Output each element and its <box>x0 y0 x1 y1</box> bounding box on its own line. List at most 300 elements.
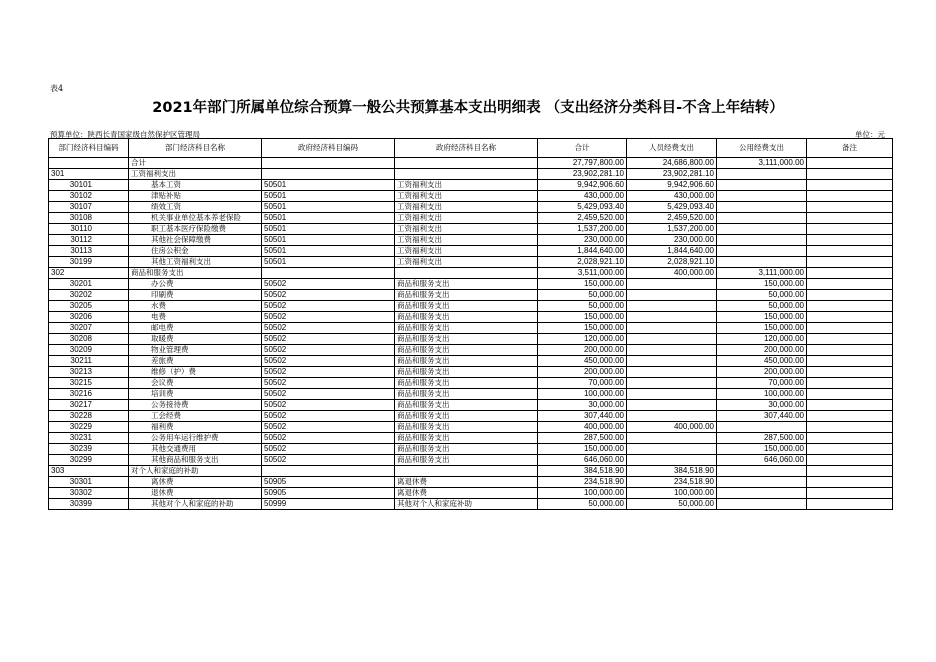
table-row <box>49 367 893 378</box>
cell-gov-code: 50905 <box>262 488 395 499</box>
cell-total: 100,000.00 <box>538 389 627 400</box>
cell-dept-code <box>49 158 129 169</box>
cell-gov-code: 50501 <box>262 191 395 202</box>
cell-dept-name: 其他工资福利支出 <box>129 257 262 268</box>
cell-remarks <box>807 499 893 510</box>
table-header-row <box>49 139 893 158</box>
header-remarks: 备注 <box>807 139 893 158</box>
cell-personnel <box>627 411 717 422</box>
table-row <box>49 169 893 180</box>
cell-gov-code: 50502 <box>262 411 395 422</box>
cell-personnel <box>627 400 717 411</box>
cell-public: 200,000.00 <box>717 345 807 356</box>
cell-dept-name: 津贴补贴 <box>129 191 262 202</box>
cell-dept-name: 其他交通费用 <box>129 444 262 455</box>
cell-personnel <box>627 312 717 323</box>
header-dept-name: 部门经济科目名称 <box>129 139 262 158</box>
cell-personnel: 234,518.90 <box>627 477 717 488</box>
cell-personnel: 400,000.00 <box>627 268 717 279</box>
cell-total: 307,440.00 <box>538 411 627 422</box>
table-row <box>49 158 893 169</box>
cell-total: 3,511,000.00 <box>538 268 627 279</box>
cell-dept-code: 30202 <box>49 290 129 301</box>
cell-public: 150,000.00 <box>717 323 807 334</box>
cell-remarks <box>807 257 893 268</box>
cell-total: 150,000.00 <box>538 312 627 323</box>
cell-dept-name: 工会经费 <box>129 411 262 422</box>
cell-gov-code: 50502 <box>262 301 395 312</box>
cell-dept-code: 30239 <box>49 444 129 455</box>
cell-dept-code: 30110 <box>49 224 129 235</box>
cell-dept-name: 福利费 <box>129 422 262 433</box>
cell-gov-code: 50502 <box>262 444 395 455</box>
cell-gov-code: 50502 <box>262 389 395 400</box>
cell-gov-name: 商品和服务支出 <box>395 455 538 466</box>
cell-gov-code: 50501 <box>262 213 395 224</box>
expenditure-table <box>48 138 893 510</box>
cell-remarks <box>807 279 893 290</box>
cell-gov-name: 离退休费 <box>395 477 538 488</box>
table-row <box>49 389 893 400</box>
cell-total: 100,000.00 <box>538 488 627 499</box>
cell-dept-code: 30215 <box>49 378 129 389</box>
cell-dept-code: 30206 <box>49 312 129 323</box>
cell-dept-name: 合计 <box>129 158 262 169</box>
cell-gov-code: 50501 <box>262 257 395 268</box>
cell-public: 287,500.00 <box>717 433 807 444</box>
cell-total: 23,902,281.10 <box>538 169 627 180</box>
table-row <box>49 202 893 213</box>
cell-gov-code: 50502 <box>262 378 395 389</box>
cell-personnel: 9,942,906.60 <box>627 180 717 191</box>
cell-gov-name: 商品和服务支出 <box>395 323 538 334</box>
cell-public <box>717 499 807 510</box>
cell-total: 430,000.00 <box>538 191 627 202</box>
table-row <box>49 488 893 499</box>
cell-remarks <box>807 444 893 455</box>
cell-total: 150,000.00 <box>538 279 627 290</box>
table-row <box>49 400 893 411</box>
header-gov-code: 政府经济科目编码 <box>262 139 395 158</box>
cell-dept-name: 商品和服务支出 <box>129 268 262 279</box>
cell-public: 450,000.00 <box>717 356 807 367</box>
cell-public: 150,000.00 <box>717 279 807 290</box>
cell-dept-code: 30112 <box>49 235 129 246</box>
cell-gov-name: 其他对个人和家庭补助 <box>395 499 538 510</box>
cell-remarks <box>807 246 893 257</box>
cell-gov-code <box>262 169 395 180</box>
cell-gov-name: 商品和服务支出 <box>395 279 538 290</box>
cell-remarks <box>807 400 893 411</box>
cell-dept-name: 会议费 <box>129 378 262 389</box>
cell-dept-code: 30229 <box>49 422 129 433</box>
cell-remarks <box>807 202 893 213</box>
cell-personnel <box>627 301 717 312</box>
cell-personnel <box>627 367 717 378</box>
table-row <box>49 290 893 301</box>
cell-gov-name: 商品和服务支出 <box>395 389 538 400</box>
cell-personnel: 50,000.00 <box>627 499 717 510</box>
cell-gov-code: 50501 <box>262 246 395 257</box>
cell-personnel <box>627 356 717 367</box>
cell-gov-code <box>262 466 395 477</box>
table-row <box>49 257 893 268</box>
cell-dept-code: 30299 <box>49 455 129 466</box>
cell-remarks <box>807 367 893 378</box>
cell-dept-name: 住房公积金 <box>129 246 262 257</box>
cell-dept-code: 30213 <box>49 367 129 378</box>
cell-personnel: 384,518.90 <box>627 466 717 477</box>
table-row <box>49 224 893 235</box>
cell-personnel: 1,537,200.00 <box>627 224 717 235</box>
header-personnel: 人员经费支出 <box>627 139 717 158</box>
cell-gov-code: 50501 <box>262 202 395 213</box>
cell-dept-name: 差旅费 <box>129 356 262 367</box>
cell-gov-name: 工资福利支出 <box>395 213 538 224</box>
cell-personnel <box>627 334 717 345</box>
cell-total: 27,797,800.00 <box>538 158 627 169</box>
cell-personnel <box>627 378 717 389</box>
cell-dept-code: 30107 <box>49 202 129 213</box>
cell-public: 646,060.00 <box>717 455 807 466</box>
cell-public <box>717 180 807 191</box>
cell-remarks <box>807 411 893 422</box>
cell-dept-code: 301 <box>49 169 129 180</box>
cell-dept-code: 30216 <box>49 389 129 400</box>
cell-dept-name: 邮电费 <box>129 323 262 334</box>
cell-dept-name: 退休费 <box>129 488 262 499</box>
cell-dept-name: 工资福利支出 <box>129 169 262 180</box>
cell-dept-code: 30199 <box>49 257 129 268</box>
cell-dept-code: 30399 <box>49 499 129 510</box>
cell-remarks <box>807 224 893 235</box>
cell-remarks <box>807 268 893 279</box>
cell-dept-name: 物业管理费 <box>129 345 262 356</box>
cell-total: 150,000.00 <box>538 323 627 334</box>
cell-public: 30,000.00 <box>717 400 807 411</box>
cell-dept-code: 30209 <box>49 345 129 356</box>
cell-remarks <box>807 356 893 367</box>
cell-remarks <box>807 455 893 466</box>
cell-total: 200,000.00 <box>538 345 627 356</box>
page-title: 2021年部门所属单位综合预算一般公共预算基本支出明细表 （支出经济分类科目-不含上年结转） <box>152 100 784 116</box>
cell-gov-name: 工资福利支出 <box>395 202 538 213</box>
cell-personnel: 400,000.00 <box>627 422 717 433</box>
cell-gov-name: 商品和服务支出 <box>395 444 538 455</box>
cell-total: 2,028,921.10 <box>538 257 627 268</box>
cell-personnel <box>627 323 717 334</box>
cell-dept-name: 维修（护）费 <box>129 367 262 378</box>
cell-total: 2,459,520.00 <box>538 213 627 224</box>
cell-gov-code: 50502 <box>262 455 395 466</box>
cell-gov-name: 商品和服务支出 <box>395 334 538 345</box>
cell-total: 646,060.00 <box>538 455 627 466</box>
cell-dept-code: 30113 <box>49 246 129 257</box>
cell-gov-name: 商品和服务支出 <box>395 433 538 444</box>
cell-dept-code: 30211 <box>49 356 129 367</box>
cell-personnel: 100,000.00 <box>627 488 717 499</box>
budget-unit-label: 预算单位：陕西长青国家级自然保护区管理局 <box>50 130 200 139</box>
cell-remarks <box>807 378 893 389</box>
cell-gov-code: 50502 <box>262 400 395 411</box>
cell-public <box>717 257 807 268</box>
cell-gov-name: 商品和服务支出 <box>395 367 538 378</box>
header-public: 公用经费支出 <box>717 139 807 158</box>
cell-gov-name: 工资福利支出 <box>395 235 538 246</box>
cell-total: 70,000.00 <box>538 378 627 389</box>
cell-gov-name: 商品和服务支出 <box>395 345 538 356</box>
cell-public <box>717 235 807 246</box>
header-gov-name: 政府经济科目名称 <box>395 139 538 158</box>
table-row <box>49 378 893 389</box>
cell-gov-code: 50502 <box>262 323 395 334</box>
table-row <box>49 312 893 323</box>
table-row <box>49 268 893 279</box>
cell-gov-code: 50501 <box>262 235 395 246</box>
cell-gov-name: 商品和服务支出 <box>395 411 538 422</box>
table-row <box>49 213 893 224</box>
cell-gov-name: 工资福利支出 <box>395 224 538 235</box>
cell-remarks <box>807 169 893 180</box>
cell-gov-name: 工资福利支出 <box>395 180 538 191</box>
cell-remarks <box>807 213 893 224</box>
cell-dept-name: 取暖费 <box>129 334 262 345</box>
cell-dept-name: 职工基本医疗保险缴费 <box>129 224 262 235</box>
cell-dept-code: 30102 <box>49 191 129 202</box>
cell-public: 200,000.00 <box>717 367 807 378</box>
cell-dept-name: 绩效工资 <box>129 202 262 213</box>
table-row <box>49 235 893 246</box>
cell-dept-code: 30101 <box>49 180 129 191</box>
table-row <box>49 180 893 191</box>
cell-gov-name: 商品和服务支出 <box>395 378 538 389</box>
cell-remarks <box>807 345 893 356</box>
cell-gov-name: 商品和服务支出 <box>395 356 538 367</box>
table-row <box>49 411 893 422</box>
cell-dept-code: 302 <box>49 268 129 279</box>
cell-public <box>717 213 807 224</box>
table-row <box>49 301 893 312</box>
cell-personnel: 2,028,921.10 <box>627 257 717 268</box>
cell-total: 50,000.00 <box>538 499 627 510</box>
cell-gov-name: 商品和服务支出 <box>395 422 538 433</box>
cell-gov-code: 50502 <box>262 290 395 301</box>
cell-public <box>717 488 807 499</box>
cell-remarks <box>807 301 893 312</box>
cell-dept-name: 基本工资 <box>129 180 262 191</box>
cell-total: 1,844,640.00 <box>538 246 627 257</box>
cell-gov-code: 50502 <box>262 367 395 378</box>
table-body <box>49 158 893 510</box>
cell-gov-code: 50501 <box>262 224 395 235</box>
table-row <box>49 345 893 356</box>
cell-total: 1,537,200.00 <box>538 224 627 235</box>
cell-remarks <box>807 422 893 433</box>
cell-dept-code: 30217 <box>49 400 129 411</box>
cell-personnel <box>627 279 717 290</box>
cell-gov-name <box>395 466 538 477</box>
cell-public <box>717 224 807 235</box>
cell-public: 150,000.00 <box>717 444 807 455</box>
cell-remarks <box>807 488 893 499</box>
cell-remarks <box>807 158 893 169</box>
cell-gov-name: 商品和服务支出 <box>395 301 538 312</box>
cell-public <box>717 466 807 477</box>
cell-remarks <box>807 235 893 246</box>
cell-dept-code: 30208 <box>49 334 129 345</box>
cell-gov-code: 50502 <box>262 334 395 345</box>
cell-gov-code <box>262 158 395 169</box>
cell-public <box>717 169 807 180</box>
cell-dept-name: 对个人和家庭的补助 <box>129 466 262 477</box>
table-row <box>49 279 893 290</box>
cell-personnel: 2,459,520.00 <box>627 213 717 224</box>
table-tag: 表4 <box>50 84 64 93</box>
cell-gov-name <box>395 169 538 180</box>
cell-gov-name <box>395 158 538 169</box>
cell-total: 150,000.00 <box>538 444 627 455</box>
cell-dept-name: 离休费 <box>129 477 262 488</box>
cell-public: 150,000.00 <box>717 312 807 323</box>
cell-remarks <box>807 312 893 323</box>
table-row <box>49 466 893 477</box>
cell-total: 50,000.00 <box>538 290 627 301</box>
cell-remarks <box>807 290 893 301</box>
cell-total: 9,942,906.60 <box>538 180 627 191</box>
cell-dept-code: 30207 <box>49 323 129 334</box>
table-row <box>49 433 893 444</box>
cell-gov-name: 离退休费 <box>395 488 538 499</box>
cell-dept-name: 公务用车运行维护费 <box>129 433 262 444</box>
table-row <box>49 499 893 510</box>
cell-public <box>717 422 807 433</box>
cell-public: 3,111,000.00 <box>717 158 807 169</box>
cell-dept-code: 30301 <box>49 477 129 488</box>
cell-total: 30,000.00 <box>538 400 627 411</box>
cell-dept-code: 30201 <box>49 279 129 290</box>
cell-total: 200,000.00 <box>538 367 627 378</box>
cell-public <box>717 202 807 213</box>
table-row <box>49 334 893 345</box>
cell-gov-name: 商品和服务支出 <box>395 312 538 323</box>
cell-public <box>717 191 807 202</box>
cell-total: 50,000.00 <box>538 301 627 312</box>
cell-dept-name: 水费 <box>129 301 262 312</box>
cell-public: 3,111,000.00 <box>717 268 807 279</box>
cell-remarks <box>807 180 893 191</box>
cell-dept-name: 其他对个人和家庭的补助 <box>129 499 262 510</box>
header-total: 合计 <box>538 139 627 158</box>
cell-gov-name: 工资福利支出 <box>395 257 538 268</box>
currency-unit-label: 单位：元 <box>855 130 885 139</box>
cell-remarks <box>807 466 893 477</box>
cell-gov-name: 工资福利支出 <box>395 191 538 202</box>
cell-dept-code: 30205 <box>49 301 129 312</box>
cell-personnel: 24,686,800.00 <box>627 158 717 169</box>
cell-gov-code: 50501 <box>262 180 395 191</box>
cell-personnel: 430,000.00 <box>627 191 717 202</box>
cell-personnel: 5,429,093.40 <box>627 202 717 213</box>
cell-dept-name: 机关事业单位基本养老保险 <box>129 213 262 224</box>
cell-dept-code: 303 <box>49 466 129 477</box>
cell-personnel <box>627 345 717 356</box>
cell-total: 384,518.90 <box>538 466 627 477</box>
cell-remarks <box>807 433 893 444</box>
table-row <box>49 323 893 334</box>
cell-personnel: 230,000.00 <box>627 235 717 246</box>
cell-gov-code: 50502 <box>262 422 395 433</box>
cell-dept-code: 30231 <box>49 433 129 444</box>
cell-total: 234,518.90 <box>538 477 627 488</box>
cell-gov-code: 50999 <box>262 499 395 510</box>
table-row <box>49 477 893 488</box>
cell-personnel <box>627 455 717 466</box>
cell-dept-name: 公务接待费 <box>129 400 262 411</box>
cell-gov-code: 50502 <box>262 312 395 323</box>
cell-gov-name <box>395 268 538 279</box>
cell-remarks <box>807 477 893 488</box>
cell-gov-code: 50502 <box>262 433 395 444</box>
cell-gov-code: 50905 <box>262 477 395 488</box>
cell-public: 70,000.00 <box>717 378 807 389</box>
table-row <box>49 422 893 433</box>
table-row <box>49 444 893 455</box>
cell-total: 120,000.00 <box>538 334 627 345</box>
cell-personnel: 23,902,281.10 <box>627 169 717 180</box>
cell-dept-name: 办公费 <box>129 279 262 290</box>
cell-total: 450,000.00 <box>538 356 627 367</box>
cell-remarks <box>807 191 893 202</box>
cell-dept-name: 培训费 <box>129 389 262 400</box>
cell-gov-name: 商品和服务支出 <box>395 290 538 301</box>
cell-gov-code: 50502 <box>262 356 395 367</box>
cell-public: 100,000.00 <box>717 389 807 400</box>
cell-remarks <box>807 334 893 345</box>
cell-public <box>717 246 807 257</box>
cell-gov-name: 商品和服务支出 <box>395 400 538 411</box>
cell-remarks <box>807 323 893 334</box>
cell-public <box>717 477 807 488</box>
cell-total: 287,500.00 <box>538 433 627 444</box>
cell-total: 400,000.00 <box>538 422 627 433</box>
cell-personnel <box>627 433 717 444</box>
cell-dept-name: 电费 <box>129 312 262 323</box>
cell-public: 50,000.00 <box>717 301 807 312</box>
table-row <box>49 191 893 202</box>
table-row <box>49 356 893 367</box>
cell-total: 5,429,093.40 <box>538 202 627 213</box>
cell-dept-name: 其他商品和服务支出 <box>129 455 262 466</box>
table-row <box>49 246 893 257</box>
cell-personnel <box>627 389 717 400</box>
cell-dept-name: 其他社会保障缴费 <box>129 235 262 246</box>
cell-gov-name: 工资福利支出 <box>395 246 538 257</box>
cell-total: 230,000.00 <box>538 235 627 246</box>
cell-gov-code: 50502 <box>262 345 395 356</box>
cell-dept-name: 印刷费 <box>129 290 262 301</box>
table-row <box>49 455 893 466</box>
header-dept-code: 部门经济科目编码 <box>49 139 129 158</box>
cell-public: 120,000.00 <box>717 334 807 345</box>
cell-remarks <box>807 389 893 400</box>
cell-personnel <box>627 290 717 301</box>
cell-personnel: 1,844,640.00 <box>627 246 717 257</box>
cell-gov-code: 50502 <box>262 279 395 290</box>
cell-gov-code <box>262 268 395 279</box>
cell-dept-code: 30228 <box>49 411 129 422</box>
cell-public: 50,000.00 <box>717 290 807 301</box>
cell-personnel <box>627 444 717 455</box>
